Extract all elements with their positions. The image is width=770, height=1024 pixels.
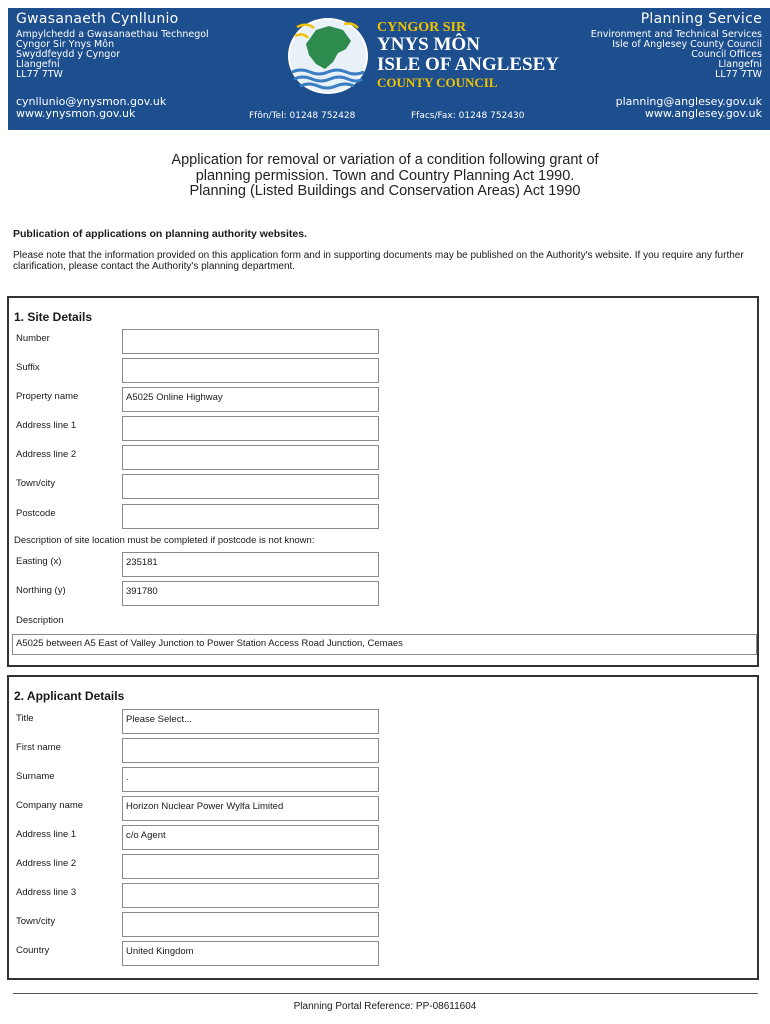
- publication-heading: Publication of applications on planning authority websites.: [13, 228, 308, 240]
- english-address-line: Environment and Technical Services: [590, 29, 762, 40]
- title-line: Application for removal or variation of a condition following grant of: [171, 152, 599, 168]
- welsh-address-line: LL77 7TW: [16, 69, 63, 80]
- english-address-line: Llangefni: [718, 59, 762, 70]
- address-line-1-input[interactable]: [122, 416, 379, 441]
- address-line-2-input[interactable]: [122, 445, 379, 470]
- council-name-block: [377, 20, 559, 90]
- welsh-service-title: Gwasanaeth Cynllunio: [16, 11, 179, 27]
- first-name-input[interactable]: [122, 738, 379, 763]
- welsh-address-line: Cyngor Sir Ynys Môn: [16, 39, 115, 50]
- field-label: Address line 2: [16, 858, 77, 869]
- company-name-input[interactable]: Horizon Nuclear Power Wylfa Limited: [122, 796, 379, 821]
- portal-reference: Planning Portal Reference: PP-08611604: [293, 1001, 477, 1012]
- field-label: Country: [16, 945, 50, 956]
- northing-input[interactable]: 391780: [122, 581, 379, 606]
- fax-number: Ffacs/Fax: 01248 752430: [411, 111, 525, 121]
- field-label: Surname: [16, 771, 55, 782]
- field-label: Address line 3: [16, 887, 77, 898]
- english-email-link[interactable]: planning@anglesey.gov.uk: [615, 95, 762, 108]
- field-label: Property name: [16, 391, 79, 402]
- phone-number: Ffôn/Tel: 01248 752428: [249, 111, 356, 121]
- property-name-input[interactable]: A5025 Online Highway: [122, 387, 379, 412]
- council-name-line: YNYS MÔN: [377, 34, 480, 55]
- country-input[interactable]: United Kingdom: [122, 941, 379, 966]
- applicant-address-line-3-input[interactable]: [122, 883, 379, 908]
- suffix-input[interactable]: [122, 358, 379, 383]
- page-title: [0, 153, 770, 200]
- field-label: Number: [16, 333, 50, 344]
- easting-input[interactable]: 235181: [122, 552, 379, 577]
- field-label: Address line 1: [16, 829, 77, 840]
- title-line: Planning (Listed Buildings and Conservation Areas) Act 1990: [189, 183, 581, 199]
- footer-divider: [13, 993, 758, 994]
- town-city-input[interactable]: [122, 474, 379, 499]
- surname-input[interactable]: .: [122, 767, 379, 792]
- field-label: Postcode: [16, 508, 56, 519]
- field-label: Town/city: [16, 478, 56, 489]
- english-address-line: Council Offices: [691, 49, 762, 60]
- description-input[interactable]: A5025 between A5 East of Valley Junction to Power Station Access Road Junction, Cemaes: [12, 634, 757, 655]
- english-address-line: LL77 7TW: [715, 69, 762, 80]
- field-label: Town/city: [16, 916, 56, 927]
- welsh-address-line: Ampylchedd a Gwasanaethau Technegol: [16, 29, 209, 40]
- field-label: Company name: [16, 800, 84, 811]
- field-label: Title: [16, 713, 34, 724]
- site-details-section: [7, 296, 759, 667]
- field-label: Northing (y): [16, 585, 66, 596]
- applicant-town-city-input[interactable]: [122, 912, 379, 937]
- field-label: First name: [16, 742, 61, 753]
- field-label: Easting (x): [16, 556, 62, 567]
- header-banner: [8, 8, 770, 130]
- field-label: Address line 2: [16, 449, 77, 460]
- welsh-website-link[interactable]: www.ynysmon.gov.uk: [16, 107, 136, 120]
- applicant-details-section: [7, 675, 759, 980]
- section-heading: 1. Site Details: [14, 310, 93, 324]
- applicant-address-line-2-input[interactable]: [122, 854, 379, 879]
- publication-note: Please note that the information provided on this application form and in supporting documents may be published on the Authority's website. If you require any further clarification, please contact the Authority's planning department.: [13, 250, 744, 272]
- field-label: Address line 1: [16, 420, 77, 431]
- section-heading: 2. Applicant Details: [14, 689, 125, 703]
- postcode-input[interactable]: [122, 504, 379, 529]
- welsh-email-link[interactable]: cynllunio@ynysmon.gov.uk: [16, 95, 167, 108]
- english-website-link[interactable]: www.anglesey.gov.uk: [644, 107, 762, 120]
- english-service-title: Planning Service: [640, 11, 762, 27]
- title-line: planning permission. Town and Country Planning Act 1990.: [195, 167, 575, 184]
- council-name-line: CYNGOR SIR: [377, 20, 467, 35]
- council-name-line: COUNTY COUNCIL: [377, 75, 498, 90]
- applicant-address-line-1-input[interactable]: c/o Agent: [122, 825, 379, 850]
- location-note: Description of site location must be completed if postcode is not known:: [14, 535, 315, 546]
- english-address-line: Isle of Anglesey County Council: [612, 39, 762, 50]
- field-label: Suffix: [16, 362, 40, 373]
- council-name-line: ISLE OF ANGLESEY: [377, 54, 559, 75]
- number-input[interactable]: [122, 329, 379, 354]
- field-label: Description: [16, 615, 64, 626]
- welsh-address-line: Swyddfeydd y Cyngor: [16, 49, 121, 60]
- welsh-address-line: Llangefni: [16, 59, 60, 70]
- title-select[interactable]: Please Select...: [122, 709, 379, 734]
